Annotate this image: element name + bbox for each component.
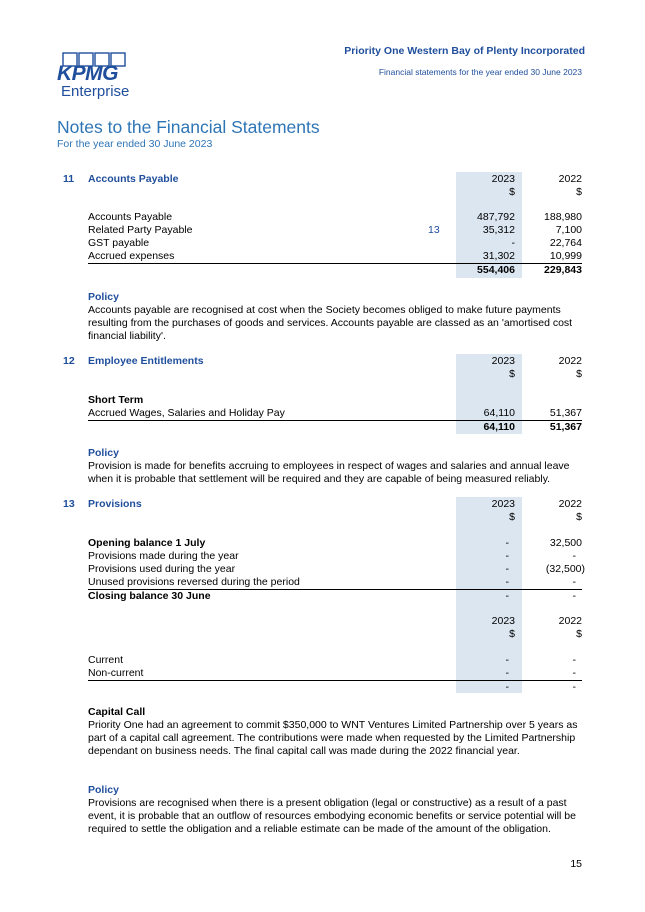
page-number: 15: [570, 858, 582, 870]
row-value-2023: -: [511, 237, 515, 249]
row-label: Accrued expenses: [88, 250, 175, 262]
row-value-2023: -: [505, 537, 509, 549]
row-value-2023: 31,302: [482, 250, 515, 262]
note13-col2-2022: 2022: [558, 615, 582, 627]
row-value-2023: -: [505, 576, 509, 588]
note13-policy-text: Provisions are recognised when there is a present obligation (legal or constructive) as a result of a past event, it is probable that an outflow of resources embodying economic benefits or service potential will be required to settle the obligation and a reliable estimate can be made of the amount of the obligation.: [88, 797, 576, 835]
row-value-2023: -: [505, 550, 509, 562]
note11-policy-text: Accounts payable are recognised at cost when the Society becomes obliged to make future payments resulting from the purchases of goods and services. Accounts payable are classed as an 'amortised cost financial liability'.: [88, 304, 573, 342]
note12-unit-2023: $: [509, 368, 515, 380]
row-value-2023: 64,110: [483, 407, 515, 419]
page-subtitle: For the year ended 30 June 2023: [57, 138, 213, 150]
note11-title: Accounts Payable: [88, 173, 179, 185]
row-value-2022: -: [572, 654, 576, 666]
note12-unit-2022: $: [576, 368, 582, 380]
statement-period: Financial statements for the year ended 30 June 2023: [378, 67, 582, 77]
note12-policy-text: Provision is made for benefits accruing to employees in respect of wages and salaries and annual leave when it is probable that settlement will be required and they are capable of being measured reliably.: [88, 460, 570, 485]
row-value-2023: -: [505, 563, 509, 575]
note13-number: 13: [63, 498, 75, 510]
note12-total-2023: 64,110: [483, 421, 515, 433]
row-label: Related Party Payable: [88, 224, 193, 236]
note11-total-2023: 554,406: [477, 264, 515, 276]
note13-split-total-2023: -: [505, 681, 509, 693]
note13-unit2-2022: $: [576, 628, 582, 640]
row-value-2022: 188,980: [544, 211, 582, 223]
row-label: Accrued Wages, Salaries and Holiday Pay: [88, 407, 285, 419]
row-label: Current: [88, 654, 124, 666]
row-value-2022: -: [572, 667, 576, 679]
note13-closing-2022: -: [572, 590, 576, 602]
row-label: Accounts Payable: [88, 211, 173, 223]
row-value-2022: 10,999: [549, 250, 582, 262]
row-value-2022: -: [572, 576, 576, 588]
note12-total-2022: 51,367: [549, 421, 582, 433]
row-value-2023: -: [505, 667, 509, 679]
note11-number: 11: [63, 173, 75, 185]
note12-col-2023: 2023: [491, 355, 515, 367]
note11-policy-heading: Policy: [88, 291, 119, 303]
row-value-2022: 22,764: [549, 237, 582, 249]
row-value-2023: 487,792: [477, 211, 515, 223]
note13-closing-2023: -: [505, 590, 509, 602]
row-note-ref: 13: [428, 224, 440, 236]
note13-split-total-2022: -: [572, 681, 576, 693]
row-value-2022: 32,500: [549, 537, 582, 549]
row-label: Non-current: [88, 667, 144, 679]
note13-unit-2023: $: [509, 511, 515, 523]
note11-col-2023: 2023: [491, 173, 515, 185]
note13-capital-text: Priority One had an agreement to commit $350,000 to WNT Ventures Limited Partnership over 5 years as part of a capital call agreement. The contributions were made when requested by the Limited Partnership dependant on business needs. The final capital call was made during the 2022 financial year.: [88, 719, 578, 757]
row-label: Unused provisions reversed during the period: [88, 576, 300, 588]
note13-col-2023: 2023: [491, 498, 515, 510]
note13-title: Provisions: [88, 498, 142, 510]
kpmg-logo-subtext: Enterprise: [61, 83, 130, 100]
note11-col-2022: 2022: [558, 173, 582, 185]
kpmg-logo: [57, 52, 137, 102]
row-label: GST payable: [88, 237, 150, 249]
row-value-2022: 51,367: [549, 407, 582, 419]
kpmg-logo-text: KPMG: [57, 62, 118, 85]
row-value-2022: (32,500): [545, 563, 585, 575]
note11-unit-2022: $: [576, 186, 582, 198]
note13-col-2022: 2022: [558, 498, 582, 510]
note13-unit2-2023: $: [509, 628, 515, 640]
note13-closing-label: Closing balance 30 June: [88, 590, 211, 602]
note12-col-2022: 2022: [558, 355, 582, 367]
company-name: Priority One Western Bay of Plenty Incorporated: [344, 45, 585, 57]
row-value-2023: 35,312: [482, 224, 515, 236]
row-label: Provisions made during the year: [88, 550, 239, 562]
row-value-2022: 7,100: [555, 224, 582, 236]
note13-col2-2023: 2023: [491, 615, 515, 627]
note12-title: Employee Entitlements: [88, 355, 204, 367]
page-title: Notes to the Financial Statements: [57, 117, 320, 137]
row-label: Provisions used during the year: [88, 563, 236, 575]
note13-policy-heading: Policy: [88, 784, 119, 796]
note12-number: 12: [63, 355, 75, 367]
row-label: Opening balance 1 July: [88, 537, 206, 549]
note11-total-2022: 229,843: [544, 264, 582, 276]
note11-unit-2023: $: [509, 186, 515, 198]
row-value-2022: -: [572, 550, 576, 562]
note13-unit-2022: $: [576, 511, 582, 523]
note13-shade-2023: [456, 497, 522, 693]
row-value-2023: -: [505, 654, 509, 666]
note12-policy-heading: Policy: [88, 447, 119, 459]
note13-capital-heading: Capital Call: [88, 706, 146, 718]
note12-section-heading: Short Term: [88, 394, 144, 406]
